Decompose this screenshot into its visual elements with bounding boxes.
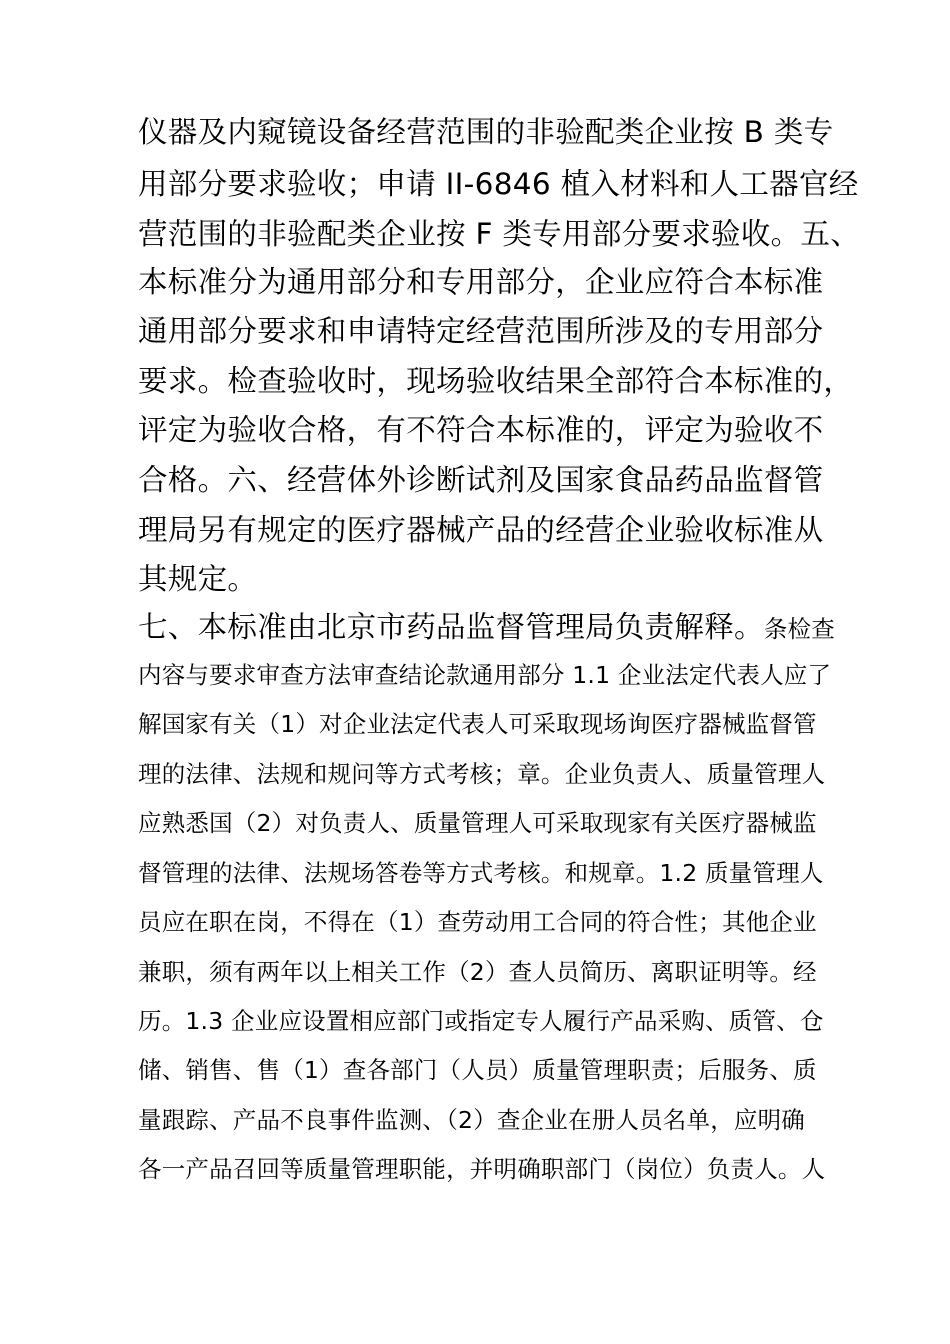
table-text-line: 应熟悉国（2）对负责人、质量管理人可采取现家有关医疗器械监 [138, 809, 817, 837]
table-text-line: 量跟踪、产品不良事件监测、（2）查企业在册人员名单，应明确 [138, 1106, 806, 1134]
paragraph-line: 评定为验收合格，有不符合本标准的，评定为验收不 [138, 413, 824, 447]
table-text-start: 条检查 [763, 615, 835, 643]
paragraph-line: 营范围的非验配类企业按 F 类专用部分要求验收。五、 [138, 217, 861, 251]
paragraph-line: 本标准分为通用部分和专用部分，企业应符合本标准 [138, 265, 824, 299]
table-text-line: 督管理的法律、法规场答卷等方式考核。和规章。1.2 质量管理人 [138, 859, 824, 887]
paragraph-line-mixed [138, 610, 835, 644]
paragraph-line: 其规定。 [138, 562, 258, 596]
table-text-line: 历。1.3 企业应设置相应部门或指定专人履行产品采购、质管、仓 [138, 1007, 824, 1035]
table-text-line: 理的法律、法规和规问等方式考核；章。企业负责人、质量管理人 [138, 760, 826, 788]
paragraph-line: 通用部分要求和申请特定经营范围所涉及的专用部分 [138, 314, 824, 348]
table-text-line: 兼职，须有两年以上相关工作（2）查人员简历、离职证明等。经 [138, 958, 817, 986]
table-text-line: 员应在职在岗，不得在（1）查劳动用工合同的符合性；其他企业 [138, 908, 817, 936]
table-text-line: 内容与要求审查方法审查结论款通用部分 1.1 企业法定代表人应了 [138, 661, 832, 689]
section-seven-text: 七、本标准由北京市药品监督管理局负责解释。 [138, 610, 764, 644]
table-text-line: 各一产品召回等质量管理职能，并明确职部门（岗位）负责人。人 [138, 1155, 826, 1183]
table-text-line: 储、销售、售（1）查各部门（人员）质量管理职责；后服务、质 [138, 1056, 817, 1084]
paragraph-line: 用部分要求验收；申请 II-6846 植入材料和人工器官经 [138, 167, 859, 201]
paragraph-line: 要求。检查验收时，现场验收结果全部符合本标准的， [138, 364, 854, 398]
paragraph-line: 仪器及内窥镜设备经营范围的非验配类企业按 B 类专 [138, 115, 834, 149]
paragraph-line: 合格。六、经营体外诊断试剂及国家食品药品监督管 [138, 463, 824, 497]
table-text-line: 解国家有关（1）对企业法定代表人可采取现场询医疗器械监督管 [138, 710, 817, 738]
paragraph-line: 理局另有规定的医疗器械产品的经营企业验收标准从 [138, 513, 824, 547]
